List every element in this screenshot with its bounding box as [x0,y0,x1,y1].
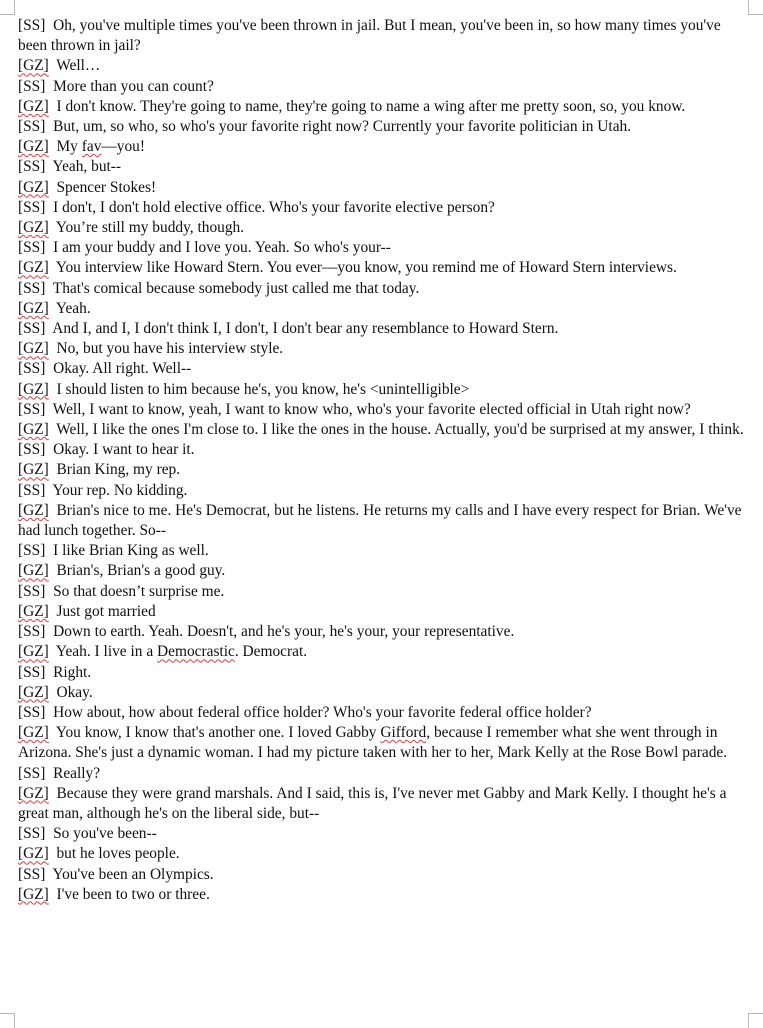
speaker-tag: [SS] [18,663,46,681]
transcript-line [18,602,746,622]
transcript-line [18,663,746,683]
transcript-line [18,885,746,905]
speaker-tag: [GZ] [18,219,49,237]
transcript-line [18,157,746,177]
utterance-text: I don't know. They're going to name, they're going to name a wing after me pretty soon, so, you know. [56,97,686,115]
crop-mark-bottom-left [0,1013,15,1028]
transcript-line [18,198,746,218]
utterance-text: Yeah, but-- [52,158,122,176]
speaker-tag: [GZ] [18,340,49,358]
utterance-text: Okay. I want to hear it. [53,441,195,459]
utterance-text: Just got married [56,602,156,620]
transcript-line [18,137,746,157]
utterance-text: You’re still my buddy, though. [55,219,245,237]
transcript-line [18,865,746,885]
speaker-tag: [SS] [18,542,46,560]
speaker-tag: [SS] [18,703,46,721]
utterance-text: Down to earth. Yeah. Doesn't, and he's your, he's your, your representative. [53,623,515,641]
utterance-text: Brian's, Brian's a good guy. [56,562,226,580]
transcript-line [18,77,746,97]
speaker-tag: [SS] [18,865,46,883]
transcript-line [18,844,746,864]
transcript-line [18,460,746,480]
utterance-text: I don't, I don't hold elective office. Who's your favorite elective person? [53,198,495,216]
transcript-line [18,359,746,379]
speaker-tag: [GZ] [18,845,49,863]
utterance-text: Oh, you've multiple times you've been thrown in jail. But I mean, you've been in, so how many times you've been thrown in jail? [18,17,721,55]
speaker-tag: [GZ] [18,57,49,75]
speaker-tag: [SS] [18,441,46,459]
utterance-text: Yeah. [55,299,91,317]
utterance-text: Well, I want to know, yeah, I want to know who, who's your favorite elected official in Utah right now? [52,400,691,418]
transcript-line [18,683,746,703]
transcript-line [18,764,746,784]
transcript-line [18,642,746,662]
speaker-tag: [GZ] [18,259,49,277]
transcript-line [18,420,746,440]
utterance-text: Well, I like the ones I'm close to. I like the ones in the house. Actually, you'd be surprised at my answer, I think. [56,421,744,439]
speaker-tag: [SS] [18,764,46,782]
transcript-line [18,622,746,642]
speaker-tag: [GZ] [18,178,49,196]
speaker-tag: [SS] [18,481,46,499]
utterance-text: Well… [56,57,101,75]
utterance-text: How about, how about federal office holder? Who's your favorite federal office holder? [53,703,592,721]
transcript-line [18,380,746,400]
transcript-line [18,400,746,420]
transcript-line [18,56,746,76]
speaker-tag: [GZ] [18,643,49,661]
speaker-tag: [SS] [18,825,46,843]
speaker-tag: [SS] [18,623,46,641]
utterance-text: Your rep. No kidding. [52,481,188,499]
speaker-tag: [GZ] [18,380,49,398]
crop-mark-bottom-right [748,1013,763,1028]
utterance-text: Really? [53,764,101,782]
utterance-text: I should listen to him because he's, you know, he's <unintelligible> [56,380,470,398]
speaker-tag: [SS] [18,582,46,600]
utterance-text: And I, and I, I don't think I, I don't, I don't bear any resemblance to Howard Stern. [52,320,559,338]
utterance-text: I've been to two or three. [56,885,210,903]
transcript-line [18,117,746,137]
transcript-line [18,218,746,238]
speaker-tag: [SS] [18,279,46,297]
utterance-text: So that doesn’t surprise me. [53,582,225,600]
speaker-tag: [GZ] [18,501,49,519]
utterance-text: Right. [53,663,92,681]
speaker-tag: [GZ] [18,97,49,115]
speaker-tag: [SS] [18,239,46,257]
utterance-text: But, um, so who, so who's your favorite right now? Currently your favorite politician in Utah. [53,118,632,136]
transcript-line [18,541,746,561]
utterance-text: Spencer Stokes! [56,178,157,196]
transcript-line [18,16,746,56]
transcript-line [18,440,746,460]
transcript-line [18,784,746,824]
utterance-text: You've been an Olympics. [52,865,214,883]
utterance-text: I like Brian King as well. [53,542,209,560]
speaker-tag: [GZ] [18,683,49,701]
transcript-line [18,723,746,763]
transcript-line [18,299,746,319]
utterance-text: Yeah. I live in a Democrastic. Democrat. [55,643,308,661]
speaker-tag: [SS] [18,17,46,34]
utterance-text: Okay. [56,683,93,701]
transcript-line [18,97,746,117]
utterance-text: My fav—you! [56,138,145,156]
crop-mark-top-left [0,0,15,15]
transcript-line [18,561,746,581]
transcript-body[interactable] [18,16,746,905]
speaker-tag: [SS] [18,400,46,418]
speaker-tag: [GZ] [18,138,49,156]
speaker-tag: [GZ] [18,299,49,317]
transcript-line [18,501,746,541]
speaker-tag: [GZ] [18,461,49,479]
speaker-tag: [GZ] [18,562,49,580]
transcript-line [18,178,746,198]
transcript-line [18,238,746,258]
speaker-tag: [GZ] [18,885,49,903]
speaker-tag: [GZ] [18,724,49,742]
utterance-text: I am your buddy and I love you. Yeah. So who's your-- [53,239,391,257]
speaker-tag: [SS] [18,198,46,216]
utterance-text: So you've been-- [53,825,157,843]
speaker-tag: [SS] [18,77,46,95]
utterance-text: Brian's nice to me. He's Democrat, but he listens. He returns my calls and I have every respect for Brian. We've had lunch together. So-- [18,501,742,540]
transcript-line [18,481,746,501]
transcript-line [18,824,746,844]
utterance-text: You know, I know that's another one. I loved Gabby Gifford, because I remember what she went through in Arizona. She's just a dynamic woman. I had my picture taken with her to her, Mark Kelly at the Rose Bowl parade. [18,724,728,762]
utterance-text: Because they were grand marshals. And I said, this is, I've never met Gabby and Mark Kelly. I thought he's a great man, although he's on the liberal side, but-- [18,784,727,822]
transcript-line [18,582,746,602]
utterance-text: but he loves people. [56,845,180,863]
speaker-tag: [SS] [18,118,46,136]
utterance-text: That's comical because somebody just called me that today. [52,279,420,297]
speaker-tag: [SS] [18,360,46,378]
speaker-tag: [GZ] [18,421,49,439]
transcript-line [18,279,746,299]
utterance-text: Okay. All right. Well-- [53,360,192,378]
utterance-text: You interview like Howard Stern. You ever—you know, you remind me of Howard Stern interviews. [55,259,677,277]
crop-mark-top-right [748,0,763,15]
speaker-tag: [GZ] [18,602,49,620]
utterance-text: No, but you have his interview style. [56,340,284,358]
speaker-tag: [SS] [18,320,46,338]
transcript-line [18,703,746,723]
utterance-text: Brian King, my rep. [56,461,181,479]
speaker-tag: [SS] [18,158,46,176]
transcript-line [18,258,746,278]
transcript-line [18,339,746,359]
transcript-line [18,319,746,339]
speaker-tag: [GZ] [18,784,49,802]
utterance-text: More than you can count? [53,77,214,95]
